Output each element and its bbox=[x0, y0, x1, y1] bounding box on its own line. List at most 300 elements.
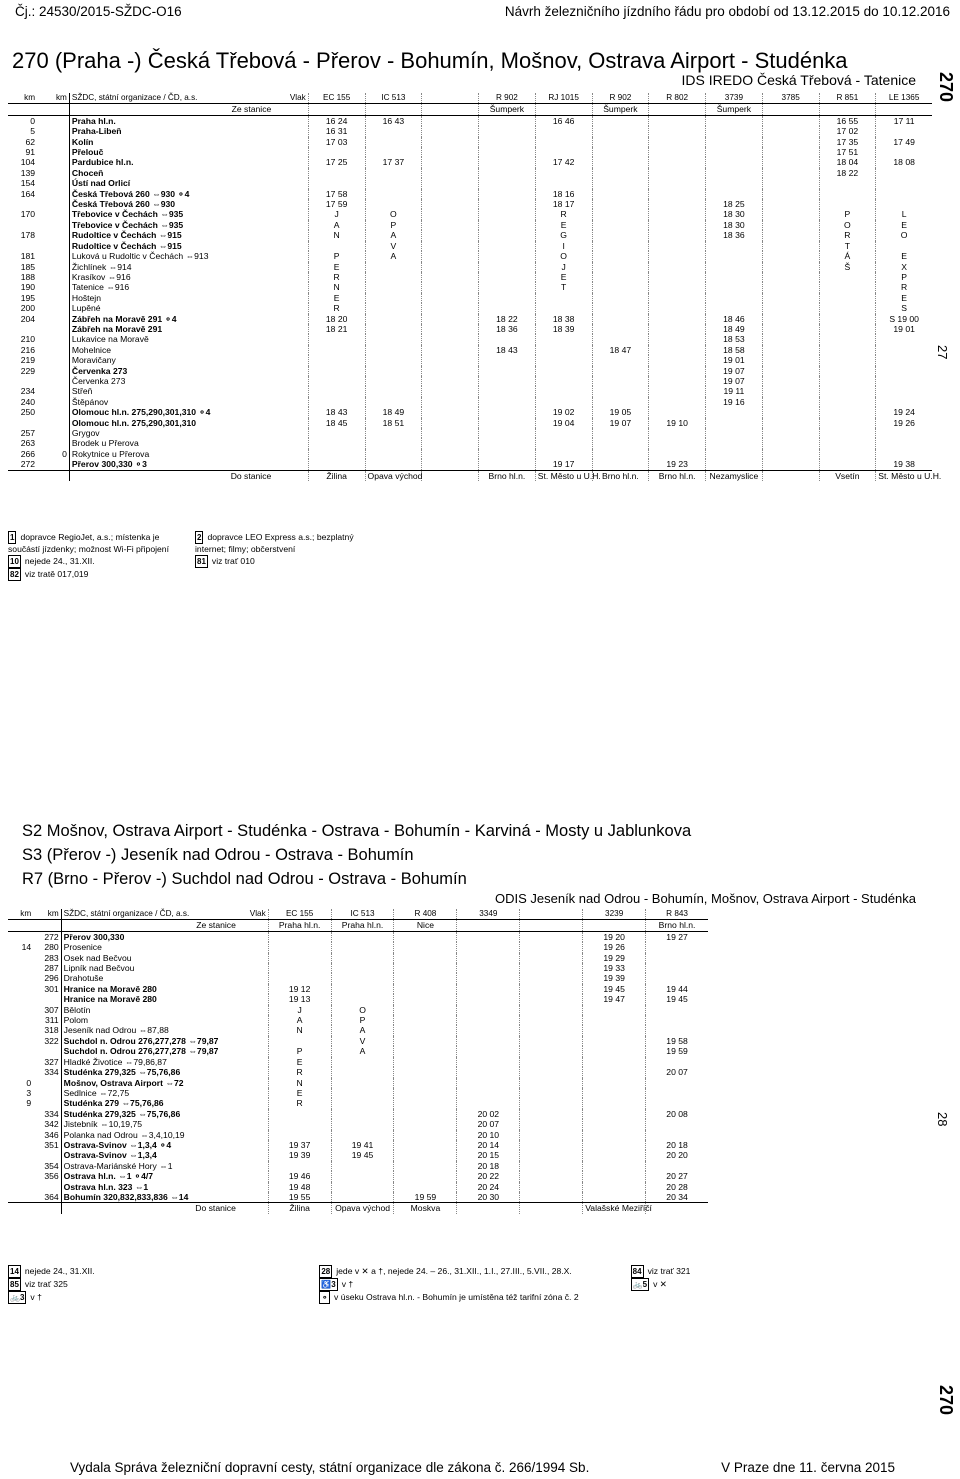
time-cell bbox=[268, 942, 331, 952]
km-value: 311 bbox=[44, 1015, 59, 1026]
km-value bbox=[37, 407, 69, 417]
symbol bbox=[238, 1088, 268, 1098]
time-cell bbox=[592, 428, 649, 438]
km-value: 181 bbox=[20, 251, 36, 262]
time-cell: 19 01 bbox=[876, 324, 932, 334]
km-value bbox=[37, 459, 69, 470]
time-cell bbox=[365, 137, 422, 147]
time-cell bbox=[592, 449, 649, 459]
km-value: 354 bbox=[44, 1160, 59, 1171]
time-cell bbox=[394, 1036, 457, 1046]
station-name: Ostrava hl.n. 323 ⇔1 bbox=[61, 1182, 238, 1192]
time-cell: 19 11 bbox=[706, 386, 763, 396]
station-name: Lipník nad Bečvou bbox=[61, 963, 238, 973]
time-cell bbox=[308, 449, 365, 459]
time-cell: 18 49 bbox=[365, 407, 422, 417]
time-cell bbox=[520, 942, 583, 952]
time-cell: 20 02 bbox=[457, 1109, 520, 1119]
km-value bbox=[37, 262, 69, 272]
footnote bbox=[8, 1265, 305, 1278]
time-cell bbox=[308, 345, 365, 355]
time-cell: 16 31 bbox=[308, 126, 365, 136]
train-number: R 902 bbox=[592, 93, 649, 104]
footnote-text: v † bbox=[30, 1292, 42, 1302]
time-cell bbox=[762, 314, 819, 324]
km-value bbox=[8, 1140, 33, 1150]
time-cell bbox=[762, 251, 819, 261]
ids-label: IDS IREDO Česká Třebová - Tatenice bbox=[681, 72, 916, 88]
km-value: 342 bbox=[44, 1119, 59, 1130]
time-cell bbox=[331, 973, 394, 983]
time-cell bbox=[520, 963, 583, 973]
time-cell bbox=[268, 953, 331, 963]
km-value bbox=[37, 230, 69, 240]
time-cell bbox=[583, 1150, 646, 1160]
to-station: Brno hl.n. bbox=[479, 470, 536, 481]
km-value: 5 bbox=[30, 126, 36, 137]
station-name: Ostrava-Mariánské Hory ⇔1 bbox=[61, 1161, 238, 1171]
time-cell bbox=[819, 282, 876, 292]
to-station: Moskva bbox=[394, 1203, 457, 1214]
time-cell: 18 30 bbox=[706, 220, 763, 230]
station-name: Přerov 300,330 ⚬3 bbox=[69, 459, 273, 470]
time-cell bbox=[876, 178, 932, 188]
time-cell bbox=[819, 397, 876, 407]
km-value: 346 bbox=[44, 1129, 59, 1140]
time-cell bbox=[479, 303, 536, 313]
km bbox=[33, 1203, 61, 1214]
to-station: Valašské Meziříčí bbox=[583, 1203, 646, 1214]
symbol bbox=[238, 931, 268, 942]
time-cell bbox=[308, 178, 365, 188]
time-cell bbox=[422, 293, 479, 303]
from-station: Praha hl.n. bbox=[268, 920, 331, 931]
time-cell bbox=[649, 272, 706, 282]
time-cell bbox=[422, 314, 479, 324]
km-value bbox=[37, 334, 69, 344]
time-cell bbox=[520, 931, 583, 942]
time-cell: 19 07 bbox=[592, 418, 649, 428]
symbol bbox=[273, 230, 308, 240]
time-cell: 19 44 bbox=[646, 984, 708, 994]
station-name: Jeseník nad Odrou ⇔87,88 bbox=[61, 1025, 238, 1035]
time-cell bbox=[646, 1025, 708, 1035]
km-value bbox=[37, 126, 69, 136]
time-cell bbox=[479, 262, 536, 272]
time-cell bbox=[331, 1078, 394, 1088]
km bbox=[8, 1203, 33, 1214]
station-name: Hranice na Moravě 280 bbox=[61, 984, 238, 994]
time-cell: 18 47 bbox=[592, 345, 649, 355]
train-number: R 851 bbox=[819, 93, 876, 104]
time-cell bbox=[520, 1109, 583, 1119]
station-name: Ústí nad Orlicí bbox=[69, 178, 273, 188]
km-value: 322 bbox=[44, 1035, 59, 1046]
time-cell bbox=[365, 386, 422, 396]
table-row bbox=[8, 1192, 708, 1203]
time-cell: E bbox=[268, 1057, 331, 1067]
time-cell: 18 17 bbox=[535, 199, 592, 209]
time-cell bbox=[268, 1119, 331, 1129]
side-page-27: 27 bbox=[935, 345, 950, 360]
km-value: 280 bbox=[44, 942, 59, 953]
time-cell bbox=[331, 1192, 394, 1203]
time-cell bbox=[457, 973, 520, 983]
station-name: Červenka 273 bbox=[69, 376, 273, 386]
time-cell: 20 30 bbox=[457, 1192, 520, 1203]
time-cell bbox=[762, 324, 819, 334]
from-station: Šumperk bbox=[592, 104, 649, 115]
time-cell bbox=[394, 1078, 457, 1088]
station-name: Zábřeh na Moravě 291 bbox=[69, 324, 273, 334]
side-page-28: 28 bbox=[935, 1112, 950, 1127]
table-row bbox=[8, 168, 932, 178]
header-row bbox=[8, 93, 932, 104]
time-cell: 19 26 bbox=[583, 942, 646, 952]
time-cell bbox=[876, 199, 932, 209]
time-cell bbox=[520, 973, 583, 983]
time-cell bbox=[479, 199, 536, 209]
time-cell bbox=[819, 418, 876, 428]
time-cell bbox=[365, 189, 422, 199]
time-cell bbox=[583, 1140, 646, 1150]
symbol bbox=[238, 1067, 268, 1077]
time-cell bbox=[649, 115, 706, 126]
time-cell bbox=[394, 1015, 457, 1025]
table-row bbox=[8, 355, 932, 365]
time-cell bbox=[876, 355, 932, 365]
footnote bbox=[319, 1291, 616, 1304]
km-value bbox=[33, 1098, 61, 1108]
table-row bbox=[8, 1171, 708, 1181]
footnote-key: 28 bbox=[321, 1267, 331, 1276]
time-cell bbox=[762, 137, 819, 147]
time-cell bbox=[308, 355, 365, 365]
km-value: 178 bbox=[20, 230, 36, 241]
time-cell: R bbox=[308, 303, 365, 313]
station-name: Studénka 279 ⇔75,76,86 bbox=[61, 1098, 238, 1108]
km-value: 185 bbox=[20, 261, 36, 272]
symbol bbox=[238, 1005, 268, 1015]
time-cell bbox=[819, 324, 876, 334]
km-value: 170 bbox=[20, 209, 36, 220]
time-cell: S bbox=[876, 303, 932, 313]
time-cell: 19 04 bbox=[535, 418, 592, 428]
time-cell: E bbox=[308, 262, 365, 272]
time-cell: 16 55 bbox=[819, 115, 876, 126]
time-cell: 19 24 bbox=[876, 407, 932, 417]
time-cell bbox=[592, 189, 649, 199]
symbol bbox=[238, 963, 268, 973]
km-value: 3 bbox=[26, 1087, 32, 1098]
station-name: Polanka nad Odrou ⇔3,4,10,19 bbox=[61, 1130, 238, 1140]
time-cell bbox=[592, 293, 649, 303]
km-value bbox=[37, 220, 69, 230]
time-cell bbox=[706, 418, 763, 428]
time-cell bbox=[876, 428, 932, 438]
time-cell bbox=[520, 1140, 583, 1150]
time-cell: 20 10 bbox=[457, 1130, 520, 1140]
symbol bbox=[238, 1098, 268, 1108]
footnote-text: viz tratě 017,019 bbox=[24, 569, 89, 579]
time-cell: 18 45 bbox=[308, 418, 365, 428]
symbol bbox=[238, 984, 268, 994]
km-value: 210 bbox=[20, 334, 36, 345]
table-row bbox=[8, 1098, 708, 1108]
station-name: Třebovice v Čechách ⇔935 bbox=[69, 209, 273, 219]
time-cell bbox=[649, 376, 706, 386]
table-row bbox=[8, 438, 932, 448]
time-cell bbox=[479, 241, 536, 251]
station-name: Pardubice hl.n. bbox=[69, 157, 273, 167]
km-value bbox=[37, 272, 69, 282]
station-name: Ostrava-Svinov ⇔1,3,4 bbox=[61, 1150, 238, 1160]
time-cell: 19 01 bbox=[706, 355, 763, 365]
time-cell: 20 28 bbox=[646, 1182, 708, 1192]
time-cell bbox=[706, 178, 763, 188]
time-cell: 16 46 bbox=[535, 115, 592, 126]
time-cell bbox=[331, 1057, 394, 1067]
km-value bbox=[8, 220, 37, 230]
table1-notes bbox=[8, 531, 368, 581]
time-cell bbox=[583, 1067, 646, 1077]
footnote-key: 10 bbox=[10, 557, 19, 566]
km bbox=[8, 470, 37, 481]
time-cell bbox=[876, 241, 932, 251]
time-cell bbox=[583, 1098, 646, 1108]
time-cell bbox=[422, 115, 479, 126]
time-cell bbox=[394, 1130, 457, 1140]
time-cell: 18 36 bbox=[479, 324, 536, 334]
time-cell bbox=[457, 931, 520, 942]
time-cell bbox=[535, 355, 592, 365]
time-cell bbox=[394, 1088, 457, 1098]
time-cell bbox=[520, 1161, 583, 1171]
station-name: Studénka 279,325 ⇔75,76,86 bbox=[61, 1067, 238, 1077]
time-cell bbox=[762, 345, 819, 355]
time-cell bbox=[422, 407, 479, 417]
km-value bbox=[37, 168, 69, 178]
station-name: Sedlnice ⇔72,75 bbox=[61, 1088, 238, 1098]
time-cell bbox=[394, 963, 457, 973]
station-name: Bělotín bbox=[61, 1005, 238, 1015]
footnote-text: jede v ✕ a †, nejede 24. – 26., 31.XII., 1.I., 27.III., 5.VII., 28.X. bbox=[336, 1266, 572, 1276]
km-value bbox=[37, 397, 69, 407]
table-row bbox=[8, 1078, 708, 1088]
time-cell: J bbox=[308, 209, 365, 219]
time-cell bbox=[583, 1005, 646, 1015]
time-cell bbox=[762, 241, 819, 251]
time-cell bbox=[268, 1036, 331, 1046]
time-cell bbox=[422, 386, 479, 396]
time-cell bbox=[457, 963, 520, 973]
time-cell: 19 16 bbox=[706, 397, 763, 407]
time-cell bbox=[649, 345, 706, 355]
time-cell bbox=[308, 428, 365, 438]
time-cell bbox=[646, 1078, 708, 1088]
time-cell: P bbox=[268, 1046, 331, 1056]
symbol bbox=[273, 345, 308, 355]
time-cell bbox=[706, 189, 763, 199]
time-cell: 20 34 bbox=[646, 1192, 708, 1203]
time-cell bbox=[520, 953, 583, 963]
time-cell bbox=[394, 1119, 457, 1129]
time-cell bbox=[646, 1057, 708, 1067]
time-cell bbox=[331, 1109, 394, 1119]
time-cell bbox=[394, 931, 457, 942]
km-value bbox=[8, 1182, 33, 1192]
time-cell bbox=[394, 1057, 457, 1067]
footnote-text: nejede 24., 31.XII. bbox=[24, 1266, 95, 1276]
timetable-270 bbox=[8, 93, 942, 481]
time-cell bbox=[762, 428, 819, 438]
footnote bbox=[8, 1291, 305, 1304]
time-cell: E bbox=[268, 1088, 331, 1098]
km-value: 334 bbox=[44, 1067, 59, 1078]
time-cell bbox=[646, 963, 708, 973]
odis-label: ODIS Jeseník nad Odrou - Bohumín, Mošnov, Ostrava Airport - Studénka bbox=[494, 891, 916, 906]
table-row bbox=[8, 459, 932, 470]
station-name: Česká Třebová 260 ⇔930 bbox=[69, 199, 273, 209]
table2-title-s2: S2 Mošnov, Ostrava Airport - Studénka - Ostrava - Bohumín - Karviná - Mosty u Jablunkova bbox=[22, 822, 692, 840]
time-cell: A bbox=[365, 251, 422, 261]
km-value: 200 bbox=[20, 303, 36, 314]
time-cell: A bbox=[308, 220, 365, 230]
time-cell bbox=[365, 168, 422, 178]
time-cell bbox=[646, 1098, 708, 1108]
time-cell bbox=[876, 168, 932, 178]
km-value bbox=[8, 1161, 33, 1171]
km-value: 188 bbox=[20, 271, 36, 282]
plan-title: Návrh železničního jízdního řádu pro období od 13.12.2015 do 10.12.2016 bbox=[504, 4, 950, 19]
time-cell bbox=[457, 1015, 520, 1025]
table-row bbox=[8, 1025, 708, 1035]
km-value bbox=[37, 376, 69, 386]
table-row bbox=[8, 931, 708, 942]
time-cell: 20 20 bbox=[646, 1150, 708, 1160]
symbol bbox=[238, 1025, 268, 1035]
station-name: Polom bbox=[61, 1015, 238, 1025]
time-cell bbox=[592, 386, 649, 396]
km-value: 62 bbox=[25, 136, 36, 147]
time-cell bbox=[762, 418, 819, 428]
time-cell: 19 02 bbox=[535, 407, 592, 417]
time-cell: P bbox=[819, 209, 876, 219]
time-cell bbox=[331, 1171, 394, 1181]
table-row bbox=[8, 345, 932, 355]
from-station bbox=[876, 104, 932, 115]
time-cell bbox=[592, 438, 649, 448]
table-row bbox=[8, 1046, 708, 1056]
time-cell bbox=[479, 355, 536, 365]
station-name: Zábřeh na Moravě 291 ⚬4 bbox=[69, 314, 273, 324]
time-cell bbox=[649, 241, 706, 251]
time-cell bbox=[520, 1150, 583, 1160]
symbol bbox=[273, 376, 308, 386]
time-cell bbox=[706, 157, 763, 167]
time-cell bbox=[649, 334, 706, 344]
time-cell: G bbox=[535, 230, 592, 240]
km-value: 154 bbox=[20, 178, 36, 189]
station-name: Suchdol n. Odrou 276,277,278 ⇔79,87 bbox=[61, 1046, 238, 1056]
operator-header: SŽDC, státní organizace / ČD, a.s. bbox=[69, 93, 273, 104]
time-cell: 19 26 bbox=[876, 418, 932, 428]
km-value: 283 bbox=[44, 952, 59, 963]
station-name: Česká Třebová 260 ⇔930 ⚬4 bbox=[69, 189, 273, 199]
km-value: 307 bbox=[44, 1004, 59, 1015]
time-cell bbox=[479, 126, 536, 136]
footnote-key: 1 bbox=[10, 533, 15, 542]
table1-title: 270 (Praha -) Česká Třebová - Přerov - Bohumín, Mošnov, Ostrava Airport - Studénka bbox=[12, 48, 848, 73]
station-name: Grygov bbox=[69, 428, 273, 438]
km-value: 266 bbox=[20, 448, 36, 459]
time-cell bbox=[592, 366, 649, 376]
time-cell: O bbox=[365, 209, 422, 219]
time-cell bbox=[649, 438, 706, 448]
to-station: Brno hl.n. bbox=[649, 470, 706, 481]
time-cell bbox=[268, 973, 331, 983]
time-cell bbox=[876, 366, 932, 376]
from-station bbox=[583, 920, 646, 931]
time-cell: 20 18 bbox=[646, 1140, 708, 1150]
time-cell bbox=[583, 1046, 646, 1056]
km bbox=[8, 920, 33, 931]
km-value bbox=[37, 157, 69, 167]
time-cell bbox=[331, 1182, 394, 1192]
time-cell: 20 18 bbox=[457, 1161, 520, 1171]
time-cell bbox=[706, 115, 763, 126]
station-name: Jistebník ⇔10,19,75 bbox=[61, 1119, 238, 1129]
time-cell bbox=[649, 230, 706, 240]
time-cell bbox=[479, 428, 536, 438]
time-cell bbox=[394, 1171, 457, 1181]
km-value bbox=[8, 1067, 33, 1077]
km-value bbox=[33, 1078, 61, 1088]
to-station bbox=[422, 470, 479, 481]
symbol bbox=[238, 1036, 268, 1046]
table-row bbox=[8, 963, 708, 973]
symbol bbox=[238, 1140, 268, 1150]
time-cell bbox=[649, 178, 706, 188]
time-cell bbox=[268, 963, 331, 973]
table-row bbox=[8, 251, 932, 261]
time-cell bbox=[762, 147, 819, 157]
time-cell: 17 03 bbox=[308, 137, 365, 147]
from-label: Ze stanice bbox=[69, 104, 273, 115]
time-cell bbox=[479, 157, 536, 167]
time-cell bbox=[457, 1057, 520, 1067]
time-cell: E bbox=[535, 272, 592, 282]
time-cell bbox=[819, 345, 876, 355]
symbol bbox=[238, 1119, 268, 1129]
km-value bbox=[8, 1150, 33, 1160]
footnote-key: 🚲3 bbox=[10, 1293, 25, 1302]
time-cell bbox=[422, 282, 479, 292]
time-cell bbox=[308, 386, 365, 396]
time-cell bbox=[583, 1109, 646, 1119]
km bbox=[37, 104, 69, 115]
time-cell: 20 22 bbox=[457, 1171, 520, 1181]
from-station bbox=[649, 104, 706, 115]
time-cell bbox=[649, 137, 706, 147]
time-cell bbox=[649, 199, 706, 209]
footnote-key: 84 bbox=[632, 1267, 642, 1276]
time-cell bbox=[268, 1161, 331, 1171]
footnote-key: 81 bbox=[197, 557, 206, 566]
time-cell bbox=[583, 1119, 646, 1129]
time-cell bbox=[706, 428, 763, 438]
km-value bbox=[37, 355, 69, 365]
